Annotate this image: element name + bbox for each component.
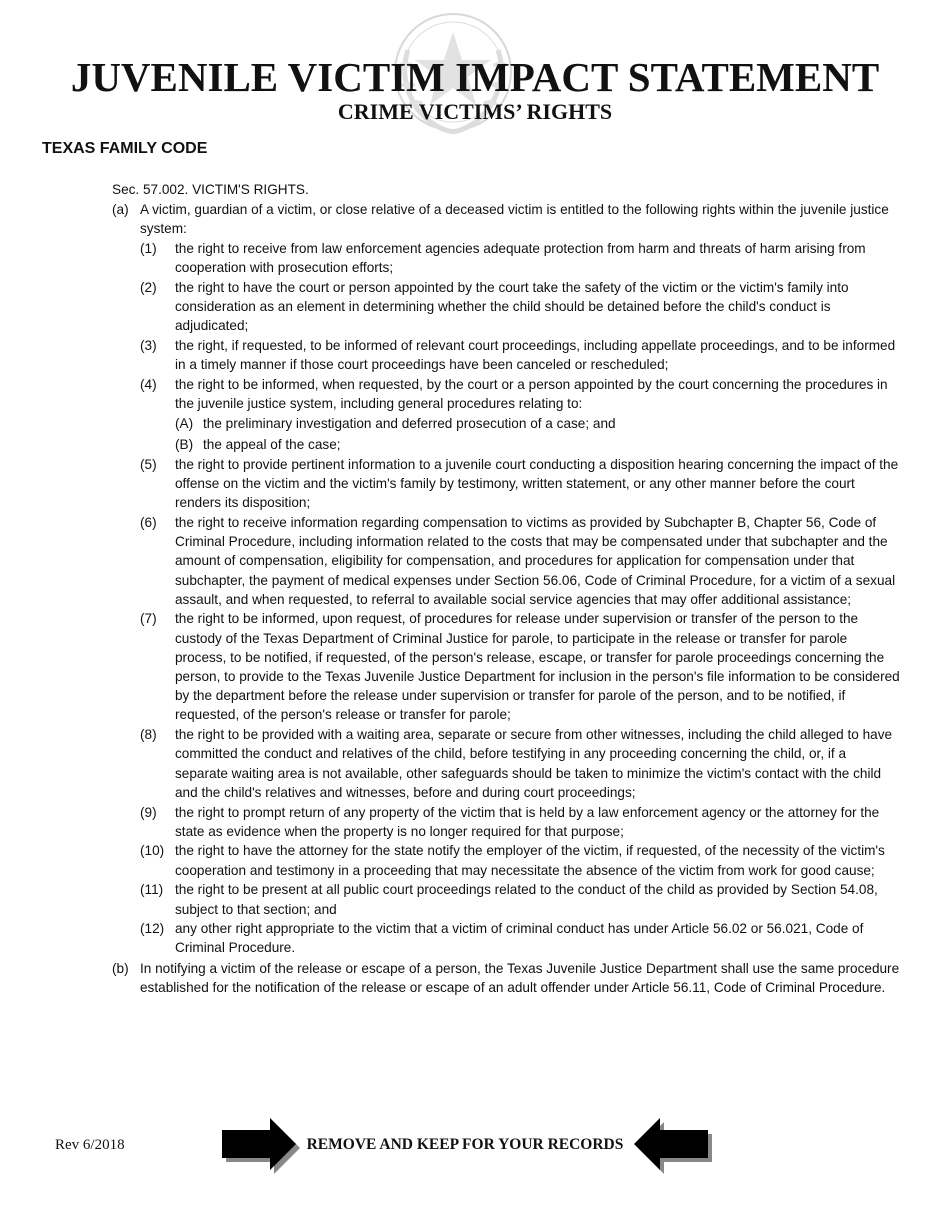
statute-text: [112, 180, 902, 997]
list-item-number: (12): [140, 921, 165, 937]
sub-list: [175, 414, 902, 453]
list-item-number: (8): [140, 727, 157, 743]
list-item-number: (9): [140, 804, 157, 820]
list-item-text: the right to receive from law enforcement agencies adequate protection from harm and threats of harm arising from cooperation with prosecution efforts;: [175, 241, 866, 276]
list-item: [140, 609, 902, 724]
list-item: [140, 803, 902, 841]
list-item-text: the right to be present at all public court proceedings related to the conduct of the child as provided by Section 54.08, subject to that section; and: [175, 882, 878, 917]
section-title: Sec. 57.002. VICTIM'S RIGHTS.: [112, 182, 309, 197]
list-item-number: (1): [140, 241, 157, 257]
page-title: JUVENILE VICTIM IMPACT STATEMENT: [70, 54, 880, 100]
subsection-b-text: In notifying a victim of the release or escape of a person, the Texas Juvenile Justice Department shall use the same procedure established for the notification of the release or escape of an adult offender under Article 56.11, Code of Criminal Procedure.: [140, 960, 900, 995]
list-item-number: (10): [140, 843, 165, 859]
list-item-text: the right, if requested, to be informed of relevant court proceedings, including appellate proceedings, and to be informed in a timely manner if those court proceedings have been canceled or rescheduled;: [175, 338, 896, 373]
subsection-b-label: (b): [112, 960, 129, 976]
sub-list-item: [175, 414, 902, 433]
page-subtitle: CRIME VICTIMS’ RIGHTS: [337, 99, 613, 124]
subsection-a: [112, 200, 902, 238]
list-item-number: (11): [140, 882, 164, 898]
list-item: [140, 375, 902, 454]
list-item-text: the right to provide pertinent information to a juvenile court conducting a disposition hearing concerning the impact of the offense on the victim and the victim's family by testimony, written statement, or any other manner before the court renders its disposition;: [175, 456, 899, 511]
sub-list-item: [175, 435, 902, 454]
list-item-text: the right to receive information regarding compensation to victims as provided by Subchapter B, Chapter 56, Code of Criminal Procedure, including information related to the costs that may be compensated under that subchapter and the amount of compensation, eligibility for compensation, and procedures for application for compensation under that subchapter, the payment of medical expenses under Section 56.06, Code of Criminal Procedure, for a victim of a sexual assault, and when requested, to referral to available social service agencies that may offer additional assistance;: [175, 514, 896, 607]
sub-list-item-text: the appeal of the case;: [203, 436, 341, 452]
list-item: [140, 841, 902, 879]
list-item: [140, 336, 902, 374]
list-item-number: (2): [140, 280, 157, 296]
sub-list-item-label: (B): [175, 436, 194, 452]
code-heading: TEXAS FAMILY CODE: [42, 140, 208, 157]
list-item-number: (5): [140, 456, 157, 472]
list-item: [140, 455, 902, 513]
list-item: [140, 513, 902, 609]
arrow-right-icon: [220, 1116, 304, 1176]
list-item-text: the right to be informed, when requested, by the court or a person appointed by the court concerning the procedures in the juvenile justice system, including general procedures relating to:: [175, 377, 888, 412]
list-item: [140, 239, 902, 277]
sub-list-item-text: the preliminary investigation and deferred prosecution of a case; and: [203, 416, 616, 432]
list-item-number: (4): [140, 377, 157, 393]
list-item: [140, 880, 902, 918]
subsection-a-label: (a): [112, 202, 129, 218]
list-item-text: any other right appropriate to the victim that a victim of criminal conduct has under Article 56.02 or 56.021, Code of Criminal Procedure.: [175, 921, 864, 956]
keep-records-notice: REMOVE AND KEEP FOR YOUR RECORDS: [306, 1136, 624, 1153]
list-item-text: the right to be provided with a waiting area, separate or secure from other witnesses, including the child alleged to have committed the conduct and relatives of the child, before testifying in any proceeding concerning the child, or, if a separate waiting area is not available, other safeguards should be taken to minimize the victim's contact with the child and the child's relatives and witnesses, before and during court proceedings;: [175, 727, 893, 800]
list-item-number: (7): [140, 611, 157, 627]
list-item-text: the right to have the attorney for the state notify the employer of the victim, if requested, of the necessity of the victim's cooperation and testimony in a proceeding that may necessitate the absence of the victim from work for good cause;: [175, 843, 885, 878]
subsection-a-text: A victim, guardian of a victim, or close relative of a deceased victim is entitled to the following rights within the juvenile justice system:: [140, 202, 889, 237]
list-item: [140, 919, 902, 957]
list-item-text: the right to prompt return of any property of the victim that is held by a law enforcement agency or the attorney for the state as evidence when the property is no longer required for that purpose;: [175, 804, 880, 839]
list-item: [140, 725, 902, 802]
list-item-text: the right to have the court or person appointed by the court take the safety of the victim or the victim's family into consideration as an element in determining whether the child should be detained before the child's conduct is adjudicated;: [175, 280, 849, 334]
revision-date: Rev 6/2018: [55, 1137, 125, 1153]
list-item-number: (6): [140, 514, 157, 530]
list-item-number: (3): [140, 338, 157, 354]
list-item-text: the right to be informed, upon request, of procedures for release under supervision or transfer of the person to the custody of the Texas Department of Criminal Justice for parole, to participate in the release or transfer for parole process, to be notified, if requested, of the person's release, escape, or transfer for parole proceedings concerning the person, to provide to the Texas Juvenile Justice Department for inclusion in the person's file information to be considered by the department before the release under supervision or transfer for parole of the person, and to be notified, if requested, of the person's release or transfer for parole;: [175, 611, 900, 723]
arrow-left-icon: [630, 1116, 714, 1176]
rights-list: [140, 239, 902, 958]
sub-list-item-label: (A): [175, 416, 194, 432]
list-item: [140, 278, 902, 336]
subsection-b: [112, 959, 902, 997]
